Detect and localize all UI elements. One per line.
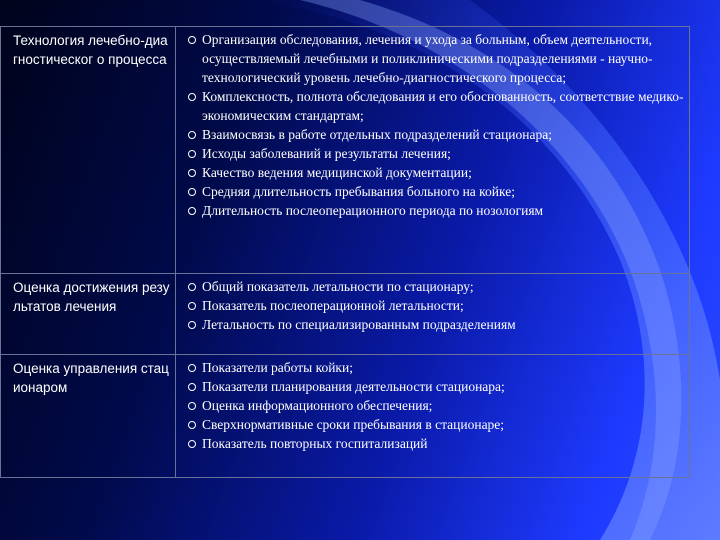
list-item: Показатель послеоперационной летальности; bbox=[186, 296, 685, 315]
table-row bbox=[1, 355, 690, 478]
list-item: Исходы заболеваний и результаты лечения; bbox=[186, 144, 685, 163]
list-item: Оценка информационного обеспечения; bbox=[186, 396, 685, 415]
list-item: Длительность послеоперационного периода по нозологиям bbox=[186, 201, 685, 220]
list-item: Средняя длительность пребывания больного на койке; bbox=[186, 182, 685, 201]
row-content bbox=[176, 27, 690, 274]
bullet-list bbox=[186, 277, 685, 334]
row-label: Технология лечебно-диагностическог о процесса bbox=[1, 27, 176, 274]
list-item: Показатель повторных госпитализаций bbox=[186, 434, 685, 453]
row-content bbox=[176, 355, 690, 478]
criteria-table bbox=[0, 26, 690, 478]
bullet-list bbox=[186, 30, 685, 220]
bullet-list bbox=[186, 358, 685, 453]
list-item: Показатели планирования деятельности стационара; bbox=[186, 377, 685, 396]
list-item: Качество ведения медицинской документации; bbox=[186, 163, 685, 182]
table-row bbox=[1, 27, 690, 274]
list-item: Взаимосвязь в работе отдельных подразделений стационара; bbox=[186, 125, 685, 144]
row-label: Оценка достижения результатов лечения bbox=[1, 274, 176, 355]
table-row bbox=[1, 274, 690, 355]
list-item: Показатели работы койки; bbox=[186, 358, 685, 377]
list-item: Сверхнормативные сроки пребывания в стационаре; bbox=[186, 415, 685, 434]
list-item: Комплексность, полнота обследования и его обоснованность, соответствие медико-экономическим стандартам; bbox=[186, 87, 685, 125]
list-item: Организация обследования, лечения и ухода за больным, объем деятельности, осуществляемый лечебными и поликлиническими подразделениями - научно-технологический уровень лечебно-диагностического процесса; bbox=[186, 30, 685, 87]
list-item: Общий показатель летальности по стационару; bbox=[186, 277, 685, 296]
list-item: Летальность по специализированным подразделениям bbox=[186, 315, 685, 334]
row-content bbox=[176, 274, 690, 355]
row-label: Оценка управления стационаром bbox=[1, 355, 176, 478]
